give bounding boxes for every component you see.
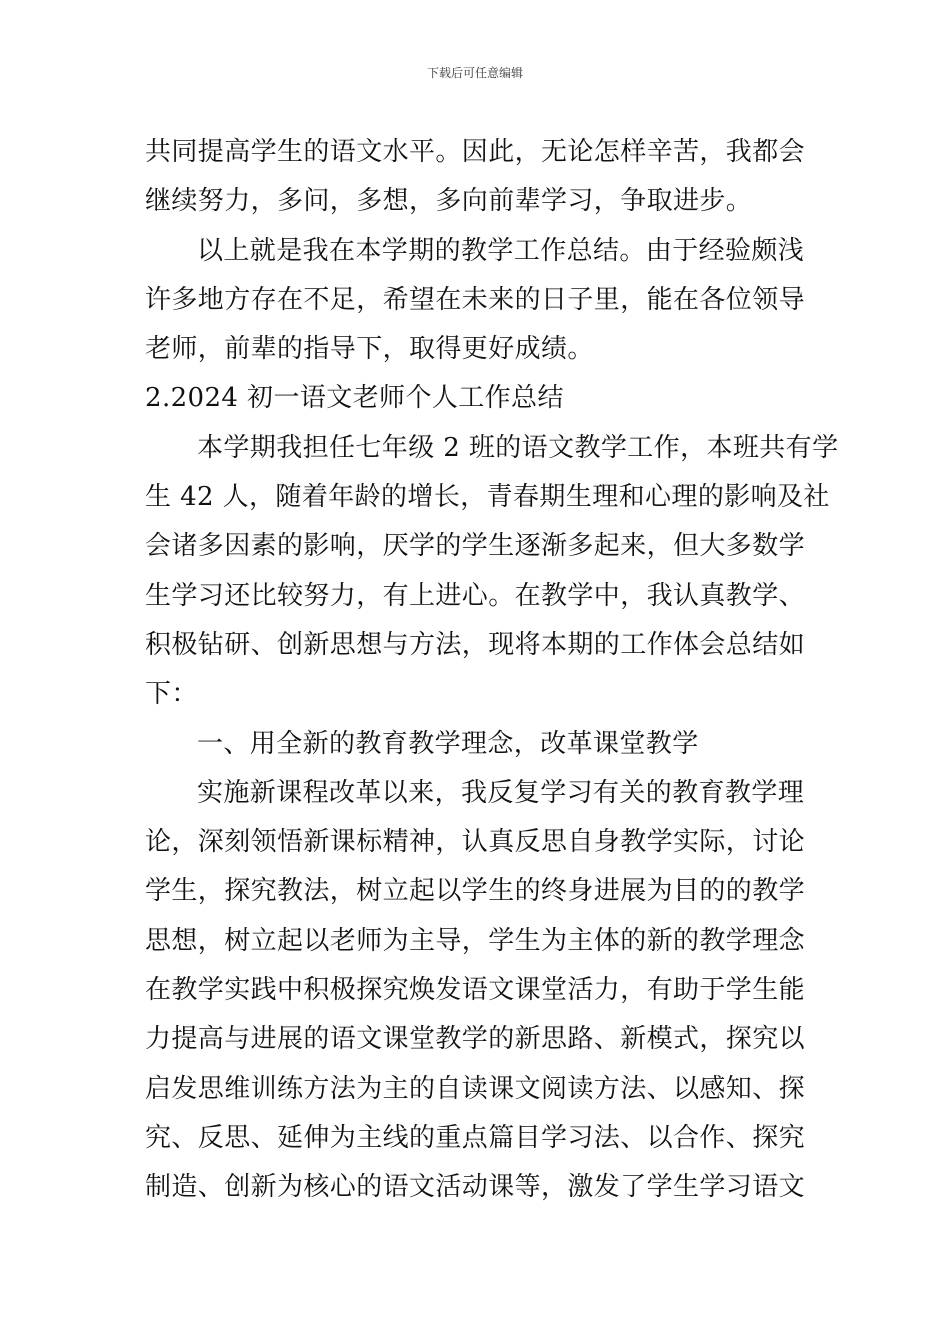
text-line: 以上就是我在本学期的教学工作总结。由于经验颇浅 (197, 235, 805, 266)
text-line: 学生，探究教法，树立起以学生的终身进展为目的的教学 (145, 876, 806, 907)
document-body (145, 128, 839, 1213)
text-line: 老师，前辈的指导下，取得更好成绩。 (145, 334, 594, 365)
text-line: 积极钻研、创新思想与方法，现将本期的工作体会总结如 (145, 629, 806, 660)
text-line: 在教学实践中积极探究焕发语文课堂活力，有助于学生能 (145, 975, 806, 1006)
text-line: 本学期我担任七年级 2 班的语文教学工作，本班共有学 (197, 432, 839, 463)
text-line: 究、反思、延伸为主线的重点篇目学习法、以合作、探究 (145, 1122, 806, 1153)
text-line: 许多地方存在不足，希望在未来的日子里，能在各位领导 (145, 284, 806, 315)
section-heading: 2.2024 初一语文老师个人工作总结 (145, 383, 564, 414)
text-line: 继续努力，多问，多想，多向前辈学习，争取进步。 (145, 186, 753, 217)
page-header: 下载后可任意编辑 (426, 66, 523, 80)
text-line: 生学习还比较努力，有上进心。在教学中，我认真教学、 (145, 580, 806, 611)
subsection-heading: 一、用全新的教育教学理念，改革课堂教学 (197, 728, 699, 759)
text-line: 力提高与进展的语文课堂教学的新思路、新模式，探究以 (145, 1024, 806, 1055)
text-line: 思想，树立起以老师为主导，学生为主体的新的教学理念 (145, 925, 806, 956)
text-line: 共同提高学生的语文水平。因此，无论怎样辛苦，我都会 (145, 137, 806, 167)
text-line: 启发思维训练方法为主的自读课文阅读方法、以感知、探 (145, 1073, 806, 1104)
text-line: 下： (145, 679, 198, 710)
text-line: 论，深刻领悟新课标精神，认真反思自身教学实际，讨论 (145, 827, 806, 858)
text-line: 制造、创新为核心的语文活动课等，激发了学生学习语文 (145, 1172, 806, 1203)
text-line: 会诸多因素的影响，厌学的学生逐渐多起来，但大多数学 (145, 531, 806, 562)
text-line: 实施新课程改革以来，我反复学习有关的教育教学理 (197, 777, 805, 808)
text-line: 生 42 人，随着年龄的增长，青春期生理和心理的影响及社 (145, 482, 830, 513)
